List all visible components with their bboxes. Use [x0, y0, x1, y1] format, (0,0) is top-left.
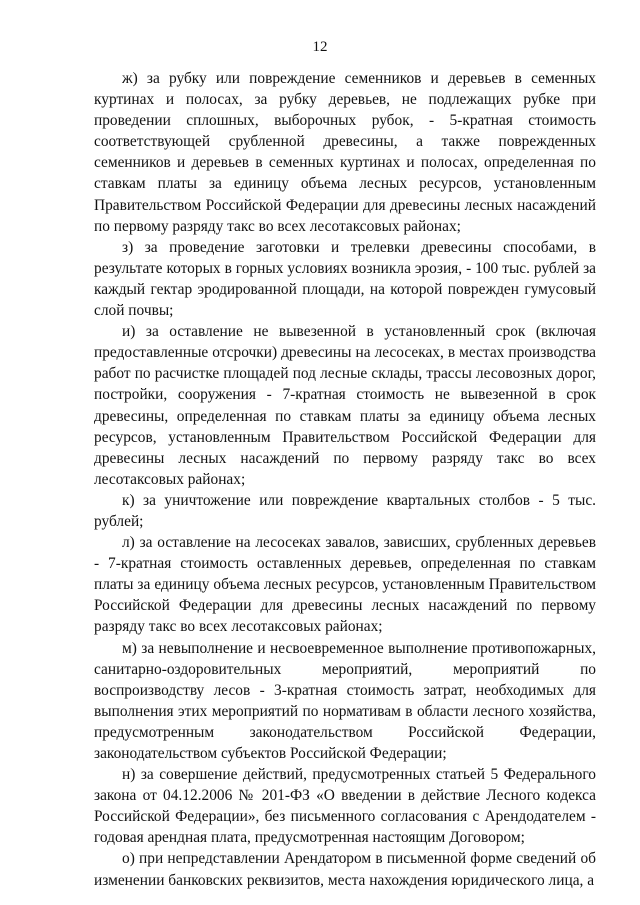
paragraph-n: н) за совершение действий, предусмотренных статьей 5 Федерального закона от 04.12.2006 № 201-ФЗ «О введении в действие Лесного кодекса Российской Федерации», без письменного согласования с Арендодателем - годовая арендная плата, предусмотренная настоящим Договором;: [94, 766, 596, 847]
paragraph-l: л) за оставление на лесосеках завалов, зависших, срубленных деревьев - 7-кратная стоимость оставленных деревьев, определенная по ставкам платы за единицу объема лесных ресурсов, установленным Правительством Российской Федерации для древесины лесных насаждений по первому разряду такс во всех лесотаксовых районах;: [94, 534, 596, 636]
paragraph-zh: ж) за рубку или повреждение семенников и деревьев в семенных куртинах и полосах, за рубку деревьев, не подлежащих рубке при проведении сплошных, выборочных рубок, - 5-кратная стоимость соответствующей срубленной древесины, а также поврежденных семенников и деревьев в семенных куртинах и полосах, определенная по ставкам платы за единицу объема лесных ресурсов, установленным Правительством Российской Федерации для древесины лесных насаждений по первому разряду такс во всех лесотаксовых районах;: [94, 70, 596, 235]
paragraph-o: о) при непредставлении Арендатором в письменной форме сведений об изменении банковских реквизитов, места нахождения юридического лица, а: [94, 850, 596, 889]
paragraph-k: к) за уничтожение или повреждение квартальных столбов - 5 тыс. рублей;: [94, 491, 596, 530]
paragraph-z: з) за проведение заготовки и трелевки древесины способами, в результате которых в горных условиях возникла эрозия, - 100 тыс. рублей за каждый гектар эродированной площади, на которой поврежден гумусовый слой почвы;: [94, 238, 596, 320]
paragraph-i: и) за оставление не вывезенной в установленный срок (включая предоставленные отсрочки) древесины на лесосеках, в местах производства работ по расчистке площадей под лесные склады, трассы лесовозных дорог, постройки, сооружения - 7-кратная стоимость не вывезенной в срок древесины, определенная по ставкам платы за единицу объема лесных ресурсов, установленным Правительством Российской Федерации для древесины лесных насаждений по первому разряду такс во всех лесотаксовых районах;: [94, 323, 596, 488]
paragraph-m: м) за невыполнение и несвоевременное выполнение противопожарных, санитарно-оздоровительных мероприятий, мероприятий по воспроизводству лесов - 3-кратная стоимость затрат, необходимых для выполнения этих мероприятий по нормативам в области лесного хозяйства, предусмотренным законодательством Российской Федерации, законодательством субъектов Российской Федерации;: [94, 639, 596, 762]
document-body: [94, 68, 596, 891]
page-number: 12: [312, 39, 328, 55]
